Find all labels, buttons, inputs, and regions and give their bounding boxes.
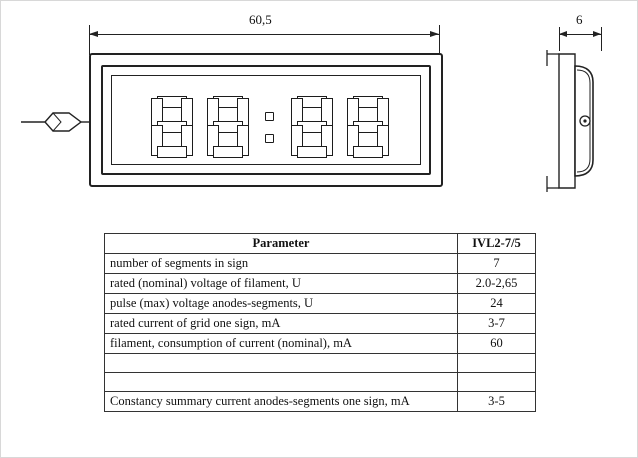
column-header-value: IVL2-7/5 — [458, 234, 536, 254]
display-body-side-view — [541, 46, 621, 196]
cell-parameter: rated (nominal) voltage of filament, U — [105, 274, 458, 294]
cell-parameter: filament, consumption of current (nominal), mA — [105, 334, 458, 354]
extension-line-right — [439, 25, 440, 55]
colon-dot-bottom — [265, 134, 274, 143]
cell-parameter — [105, 373, 458, 392]
segment-d — [297, 146, 327, 158]
cell-parameter: rated current of grid one sign, mA — [105, 314, 458, 334]
colon-separator-icon — [263, 96, 277, 158]
table-row — [105, 314, 536, 334]
digit-2 — [207, 96, 249, 158]
dimension-line-depth — [559, 34, 601, 35]
technical-drawing — [1, 1, 638, 219]
digit-1 — [151, 96, 193, 158]
segment-d — [353, 146, 383, 158]
cell-parameter — [105, 354, 458, 373]
seven-segment-display — [151, 96, 389, 158]
cell-value: 2.0-2,65 — [458, 274, 536, 294]
cell-parameter: Constancy summary current anodes-segments one sign, mA — [105, 392, 458, 412]
table-row — [105, 274, 536, 294]
digit-4 — [347, 96, 389, 158]
table-header-row — [105, 234, 536, 254]
cell-value — [458, 373, 536, 392]
table-row — [105, 254, 536, 274]
segment-d — [157, 146, 187, 158]
cell-value: 60 — [458, 334, 536, 354]
dimension-label-depth: 6 — [576, 12, 583, 27]
digit-3 — [291, 96, 333, 158]
extension-line-left — [89, 25, 90, 55]
cell-parameter: pulse (max) voltage anodes-segments, U — [105, 294, 458, 314]
cell-value: 24 — [458, 294, 536, 314]
cell-value: 3-7 — [458, 314, 536, 334]
table-row — [105, 334, 536, 354]
cell-value — [458, 354, 536, 373]
table-row — [105, 392, 536, 412]
cell-value: 3-5 — [458, 392, 536, 412]
cell-parameter: number of segments in sign — [105, 254, 458, 274]
parameter-table-container — [104, 233, 536, 412]
cell-value: 7 — [458, 254, 536, 274]
dimension-label-width: 60,5 — [249, 12, 272, 27]
dimension-line-width — [89, 34, 439, 35]
table-row — [105, 294, 536, 314]
parameter-table — [104, 233, 536, 412]
table-row — [105, 354, 536, 373]
table-row — [105, 373, 536, 392]
colon-dot-top — [265, 112, 274, 121]
column-header-parameter: Parameter — [105, 234, 458, 254]
left-lead-pointer-icon — [19, 109, 93, 135]
segment-d — [213, 146, 243, 158]
